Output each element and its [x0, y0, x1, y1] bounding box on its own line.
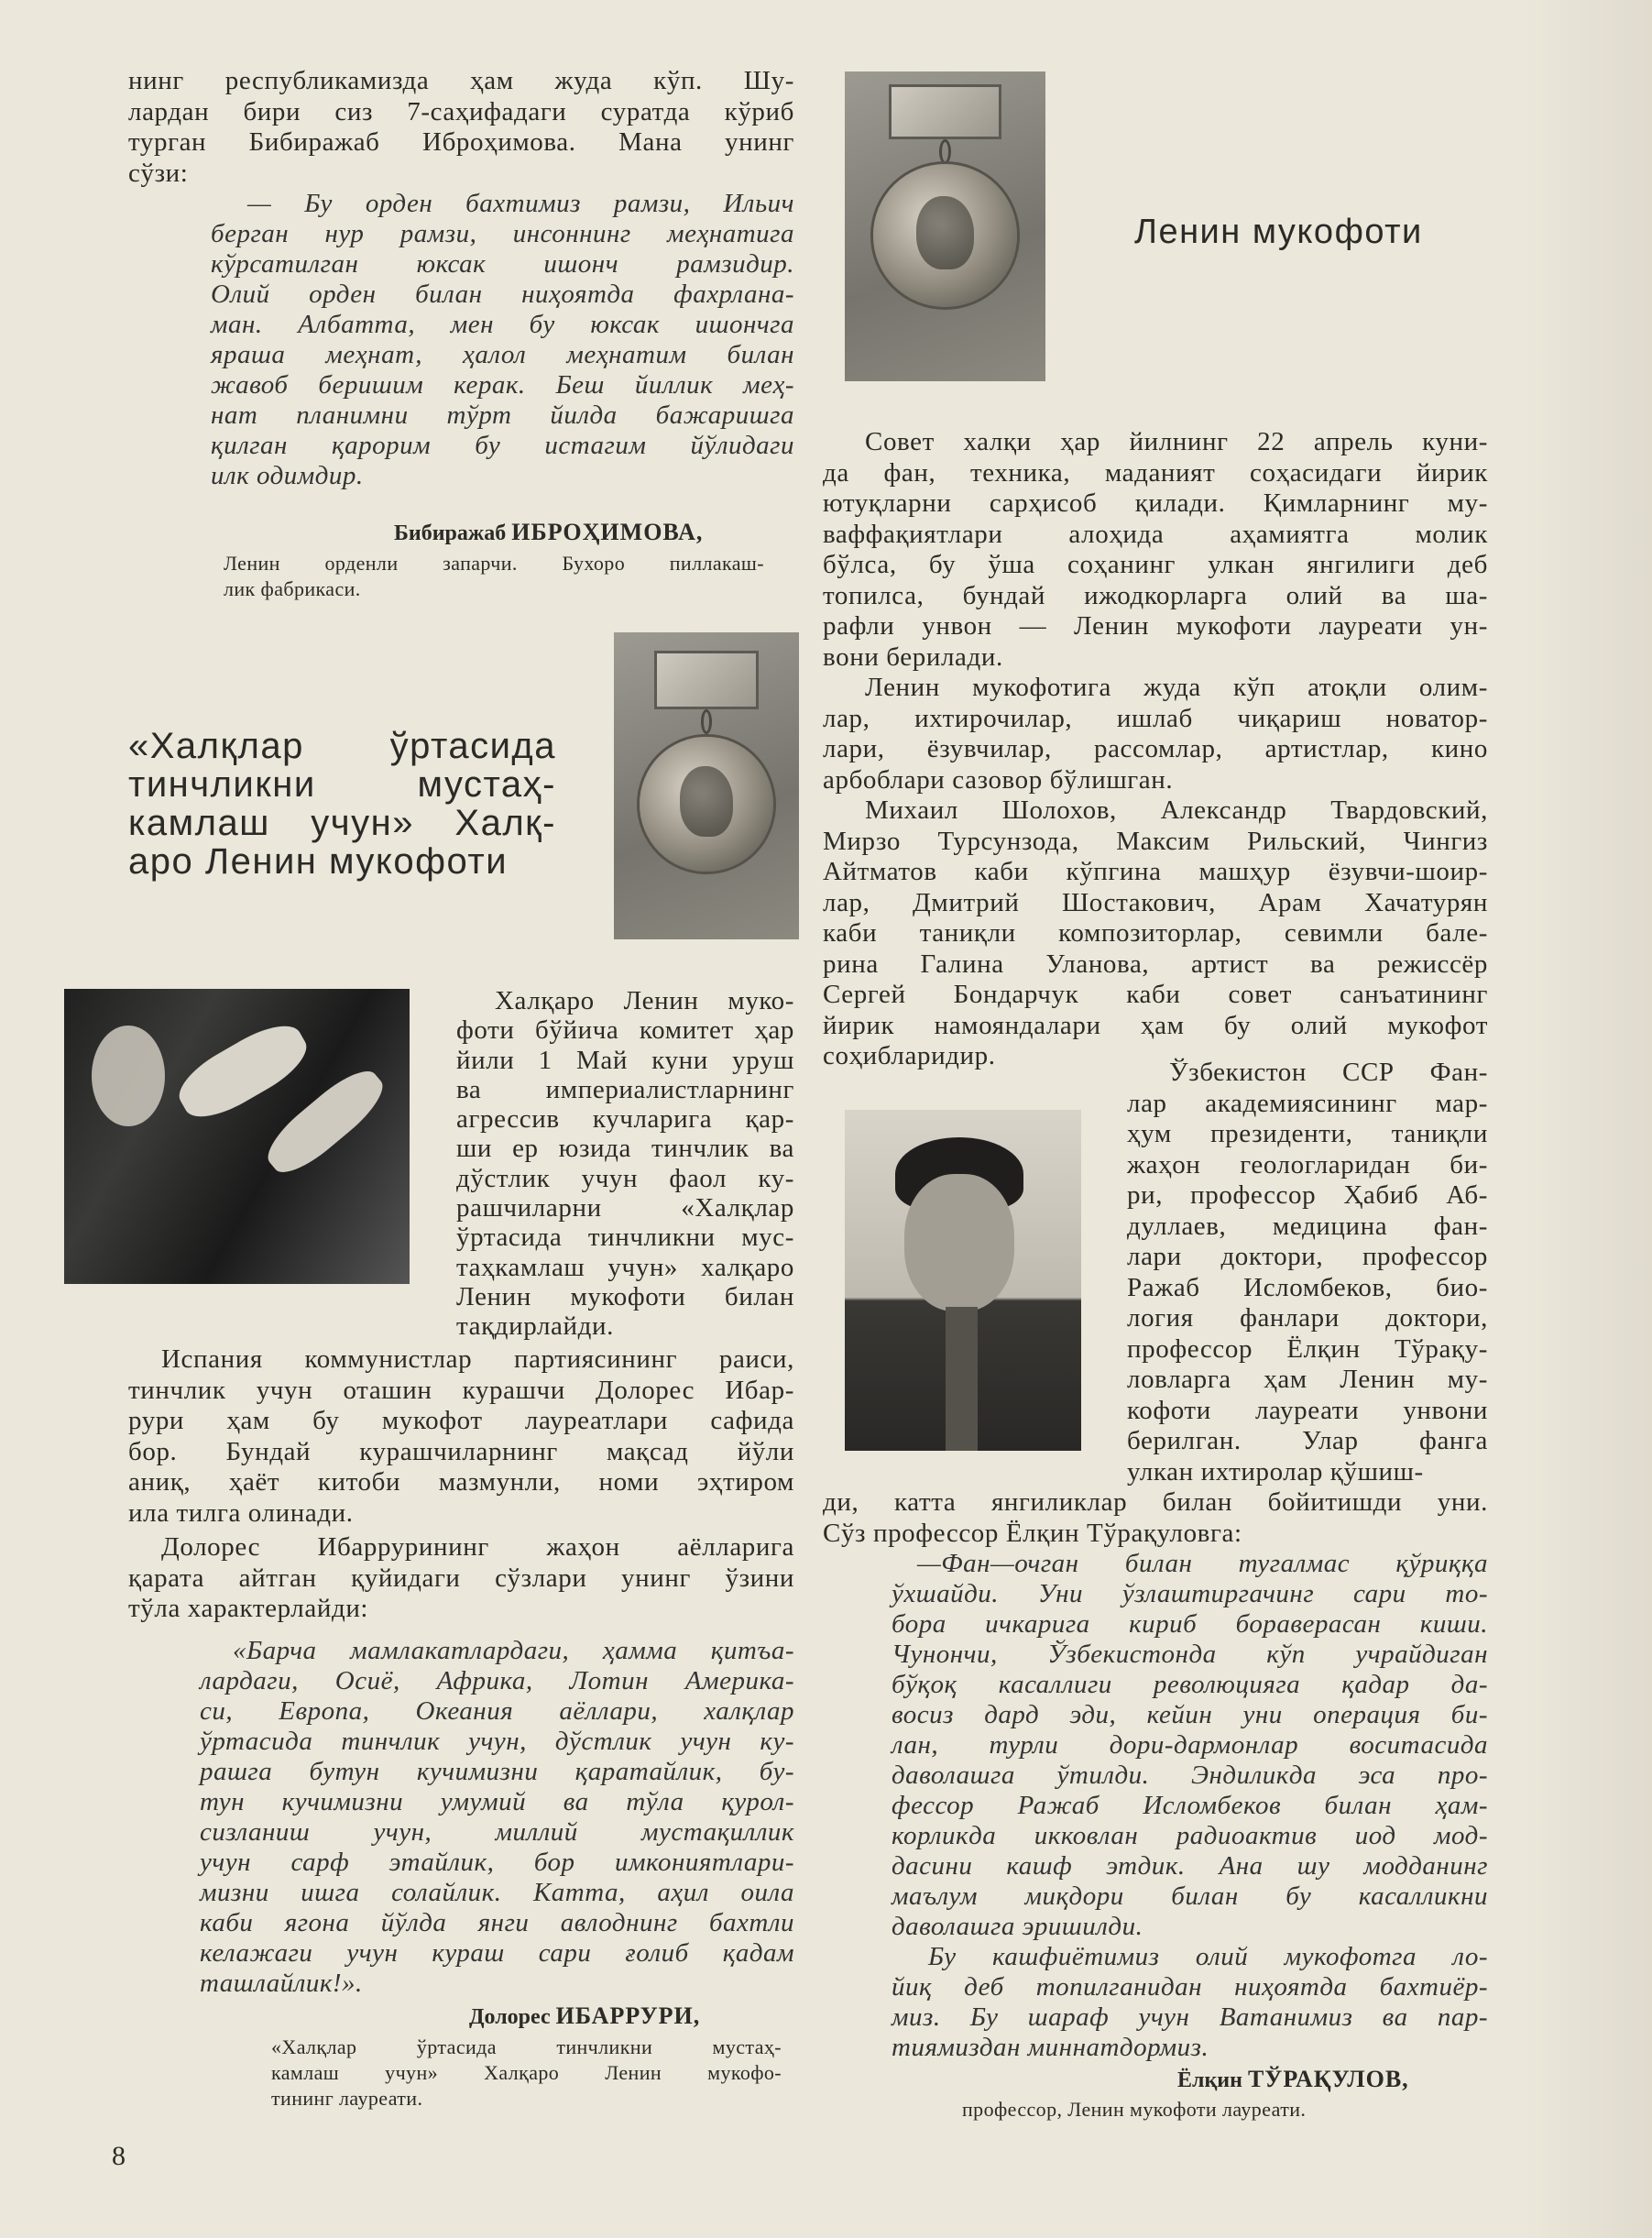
text-line: йиқ деб топилганидан ниҳоятда бахтиёр- — [892, 1972, 1488, 2002]
text-line: Олий орден билан ниҳоятда фахрлана- — [211, 280, 794, 309]
text-line: Сўз профессор Ёлқин Тўрақуловга: — [823, 1518, 1242, 1548]
peace-prize-medal-photo — [614, 632, 799, 939]
text-line: бўлса, бу ўша соҳанинг улкан янгилиги деб — [823, 550, 1488, 579]
text-line: сўзи: — [128, 158, 189, 188]
text-line: келажаги учун кураш сари ғолиб қадам — [200, 1938, 794, 1968]
signature-ibarruri — [469, 2002, 700, 2030]
text-line: йили 1 Май куни уруш — [456, 1045, 794, 1075]
text-line: даволашга ўтилди. Эндиликда эса про- — [892, 1761, 1488, 1790]
text-line: си, Европа, Океания аёллари, халқлар — [200, 1696, 794, 1726]
intro-paragraph — [128, 66, 794, 189]
ibrohimova-caption — [224, 551, 764, 602]
text-line: профессор Ёлқин Тўрақу- — [1127, 1333, 1488, 1364]
text-line: Ўзбекистон ССР Фан- — [1169, 1058, 1488, 1087]
ibarruri-side-paragraph — [456, 986, 794, 1342]
medal-disc — [640, 737, 772, 872]
text-line: нинг республикамизда ҳам жуда кўп. Шу- — [128, 66, 794, 95]
text-line: Ленин мукофотига жуда кўп атоқли олим- — [865, 673, 1488, 702]
text-line: Михаил Шолохов, Александр Твардовский, — [865, 795, 1488, 825]
medal-ring — [701, 709, 712, 734]
text-line: Ражаб Исломбеков, био- — [1127, 1272, 1488, 1302]
text-line: бора ичкарига кириб бораверасан киши. — [892, 1609, 1488, 1639]
text-line: ўртасида тинчлик учун, дўстлик учун ку- — [200, 1727, 794, 1756]
text-line: Совет халқи ҳар йилнинг 22 апрель куни- — [865, 427, 1488, 456]
text-line: рури ҳам бу мукофот лауреатлари сафида — [128, 1406, 794, 1435]
text-line: аниқ, ҳаёт китоби мазмунли, номи эҳтиром — [128, 1467, 794, 1497]
turakulov-quote-end — [892, 1942, 1488, 2063]
text-line: ди, катта янгиликлар билан бойитишди уни. — [823, 1487, 1488, 1517]
text-line: лари доктори, профессор — [1127, 1242, 1488, 1271]
turakulov-portrait — [845, 1110, 1081, 1451]
text-line: «Халқлар ўртасида тинчликни мустаҳ- — [271, 2035, 782, 2058]
text-line: рашга бутун кучимизни қаратайлик, бу- — [200, 1757, 794, 1786]
text-line: сизланиш учун, миллий мустақиллик — [200, 1817, 794, 1847]
text-line: Мирзо Турсунзода, Максим Рильский, Чингиз — [823, 826, 1488, 856]
page-number: 8 — [112, 2141, 126, 2171]
text-line: турган Бибиражаб Иброҳимова. Мана унинг — [128, 127, 794, 157]
text-line: тўла характерлайди: — [128, 1594, 369, 1623]
medal-disc — [873, 164, 1018, 306]
page-edge-shade — [1524, 0, 1652, 2238]
text-line: ташлайлик!». — [200, 1969, 363, 1998]
text-line: ман. Албатта, мен бу юксак ишончга — [211, 310, 794, 339]
text-line: жаҳон геологларидан би- — [1127, 1149, 1488, 1179]
medal-ring — [939, 139, 951, 164]
portrait-continuation — [823, 1487, 1488, 1549]
text-line: ри, профессор Ҳабиб Аб- — [1127, 1180, 1488, 1210]
text-line: ва империалистларнинг — [456, 1074, 794, 1104]
text-line: лар академиясининг мар- — [1127, 1088, 1488, 1118]
text-line: ўхшайди. Уни ўзлаштиргачинг сари то- — [892, 1579, 1488, 1608]
text-line: Бу кашфиётимиз олий мукофотга ло- — [928, 1942, 1488, 1971]
text-line: Айтматов каби кўпгина машҳур ёзувчи-шоир- — [823, 857, 1488, 886]
text-line: Ленин орденли запарчи. Бухоро пиллакаш- — [224, 552, 764, 575]
text-line: ютуқларни сарҳисоб қилади. Қимларнинг му- — [823, 488, 1488, 518]
sig-last: ИБАРРУРИ, — [555, 2002, 701, 2029]
text-line: каби таниқли композиторлар, севимли бале- — [823, 918, 1488, 948]
medal-ribbon — [654, 651, 758, 709]
sig-first: Бибиражаб — [394, 521, 507, 545]
text-line: дуллаев, медицина фан- — [1127, 1211, 1488, 1241]
text-line: рафли унвон — Ленин мукофоти лауреати ун- — [823, 611, 1488, 641]
portrait-side-paragraph — [1127, 1058, 1488, 1487]
sig-last: ИБРОҲИМОВА, — [511, 519, 704, 545]
text-line: лардаги, Осиё, Африка, Лотин Америка- — [200, 1666, 794, 1695]
text-line: лан, турли дори-дармонлар воситасида — [892, 1730, 1488, 1760]
text-line: бор. Бундай курашчиларнинг мақсад йўли — [128, 1436, 794, 1466]
text-line: агрессив кучларига қар- — [456, 1104, 794, 1135]
lenin-prize-medal-photo — [845, 71, 1045, 381]
text-line: лар, ихтирочилар, ишлаб чиқариш новатор- — [823, 703, 1488, 733]
text-line: «Барча мамлакатлардаги, ҳамма қитъа- — [233, 1636, 794, 1665]
ibarruri-caption — [271, 2035, 782, 2112]
sig-last: ТЎРАҚУЛОВ, — [1247, 2066, 1409, 2092]
text-line: Сергей Бондарчук каби совет санъатининг — [823, 980, 1488, 1009]
text-line: маълум миқдори билан бу касалликни — [892, 1881, 1488, 1911]
text-line: соҳибларидир. — [823, 1041, 996, 1070]
text-line: ҳум президенти, таниқли — [1127, 1119, 1488, 1148]
text-line: ўртасида тинчликни мус- — [456, 1223, 794, 1253]
text-line: фоти бўйича комитет ҳар — [456, 1015, 794, 1046]
text-line: Ленин мукофоти билан — [456, 1281, 794, 1311]
text-line: миз. Бу шараф учун Ватанимиз ва пар- — [892, 2002, 1488, 2032]
text-line: илк одимдир. — [211, 461, 364, 490]
text-line: дасини кашф этдик. Ана шу модданинг — [892, 1851, 1488, 1881]
sig-first: Ёлқин — [1177, 2068, 1242, 2092]
text-line: бўқоқ касаллиги революцияга қадар да- — [892, 1670, 1488, 1699]
text-line: «Халқлар ўртасида — [128, 726, 556, 766]
sig-first: Долорес — [469, 2005, 551, 2029]
text-line: мизни ишга солайлик. Катта, аҳил оила — [200, 1878, 794, 1907]
text-line: фессор Ражаб Исломбеков билан ҳам- — [892, 1791, 1488, 1820]
ibarruri-quote — [200, 1636, 794, 1999]
names-paragraph — [823, 795, 1488, 1072]
text-line: нат планимни тўрт йилда бажаришга — [211, 400, 794, 430]
text-line: лари, ёзувчилар, рассомлар, артистлар, кино — [823, 734, 1488, 763]
text-line: рина Галина Уланова, артист ва режиссёр — [823, 949, 1488, 979]
text-line: камлаш учун» Халқ- — [128, 803, 556, 843]
text-line: учун сарф этайлик, бор имкониятлари- — [200, 1848, 794, 1877]
text-line: йирик намояндалари ҳам бу олий мукофот — [823, 1010, 1488, 1040]
text-line: дўстлик учун фаол ку- — [456, 1163, 794, 1193]
text-line: Халқаро Ленин муко- — [495, 986, 794, 1015]
medal-ribbon — [889, 84, 1001, 140]
text-line: камлаш учун» Халқаро Ленин мукофо- — [271, 2061, 782, 2084]
signature-turakulov — [1177, 2066, 1409, 2093]
text-line: кофоти лауреати унвони — [1127, 1395, 1488, 1425]
text-line: аро Ленин мукофоти — [128, 841, 509, 882]
text-line: кўрсатилган юксак ишонч рамзидир. — [211, 249, 794, 279]
text-line: қарата айтган қуйидаги сўзлари унинг ўзини — [128, 1563, 794, 1593]
text-line: тининг лауреати. — [271, 2087, 423, 2110]
text-line: Чунончи, Ўзбекистонда кўп учрайдиган — [892, 1640, 1488, 1669]
text-line: даволашга эришилди. — [892, 1912, 1143, 1941]
text-line: лар, Дмитрий Шостакович, Арам Хачатурян — [823, 887, 1488, 917]
ibrohimova-quote — [211, 189, 794, 491]
text-line: берилган. Улар фанга — [1127, 1426, 1488, 1455]
text-line: тиямиздан миннатдормиз. — [892, 2033, 1209, 2062]
text-line: вони берилади. — [823, 642, 1003, 672]
text-line: тинчликни мустаҳ- — [128, 764, 556, 805]
text-line: логия фанлари доктори, — [1127, 1303, 1488, 1333]
text-line: —Фан—очган билан тугалмас қўриққа — [917, 1549, 1488, 1578]
text-line: да фан, техника, маданият соҳасидаги йирик — [823, 457, 1488, 488]
text-line: ила тилга олинади. — [128, 1497, 354, 1528]
text-line: корликда икковлан радиоактив иод мод- — [892, 1821, 1488, 1850]
laureates-paragraph — [823, 673, 1488, 795]
soviet-paragraph — [823, 427, 1488, 673]
peace-prize-heading — [128, 727, 556, 881]
text-line: арбоблари сазовор бўлишган. — [823, 764, 1174, 795]
text-line: жавоб беришим керак. Беш йиллик меҳ- — [211, 370, 794, 400]
ibarruri-photo — [64, 989, 410, 1284]
text-line: ловларга ҳам Ленин му- — [1127, 1365, 1488, 1394]
text-line: ваффақиятлари алоҳида аҳамиятга молик — [823, 519, 1488, 549]
signature-ibrohimova — [394, 519, 703, 546]
text-line: ши ер юзида тинчлик ва — [456, 1134, 794, 1164]
text-line: яраша меҳнат, ҳалол меҳнатим билан — [211, 340, 794, 369]
text-line: лардан бири сиз 7-саҳифадаги суратда кўриб — [128, 96, 794, 126]
spain-paragraph — [128, 1344, 794, 1529]
lenin-prize-heading: Ленин мукофоти — [1134, 213, 1423, 251]
text-line: Долорес Ибаррурининг жаҳон аёлларига — [161, 1532, 794, 1562]
text-line: тун кучимизни умумий ва тўла қурол- — [200, 1787, 794, 1816]
text-line: — Бу орден бахтимиз рамзи, Ильич — [247, 189, 794, 218]
text-line: тинчлик учун оташин курашчи Долорес Ибар- — [128, 1375, 794, 1405]
text-line: рашчиларни «Халқлар — [456, 1193, 794, 1223]
text-line: қилган қарорим бу истагим йўлидаги — [211, 431, 794, 460]
text-line: берган нур рамзи, инсоннинг меҳнатига — [211, 219, 794, 248]
text-line: Испания коммунистлар партиясининг раиси, — [161, 1344, 794, 1374]
text-line: улкан ихтиролар қўшиш- — [1127, 1456, 1424, 1487]
text-line: лик фабрикаси. — [224, 577, 361, 600]
text-line: тақдирлайди. — [456, 1311, 614, 1342]
text-line: топилса, бундай ижодкорларга олий ва ша- — [823, 580, 1488, 610]
turakulov-quote — [892, 1549, 1488, 1942]
dolores-paragraph — [128, 1532, 794, 1625]
turakulov-caption: профессор, Ленин мукофоти лауреати. — [962, 2098, 1307, 2121]
text-line: таҳкамлаш учун» халқаро — [456, 1252, 794, 1282]
text-line: восиз дард эди, кейин уни операция би- — [892, 1700, 1488, 1729]
text-line: каби ягона йўлда янги авлоднинг бахтли — [200, 1908, 794, 1937]
